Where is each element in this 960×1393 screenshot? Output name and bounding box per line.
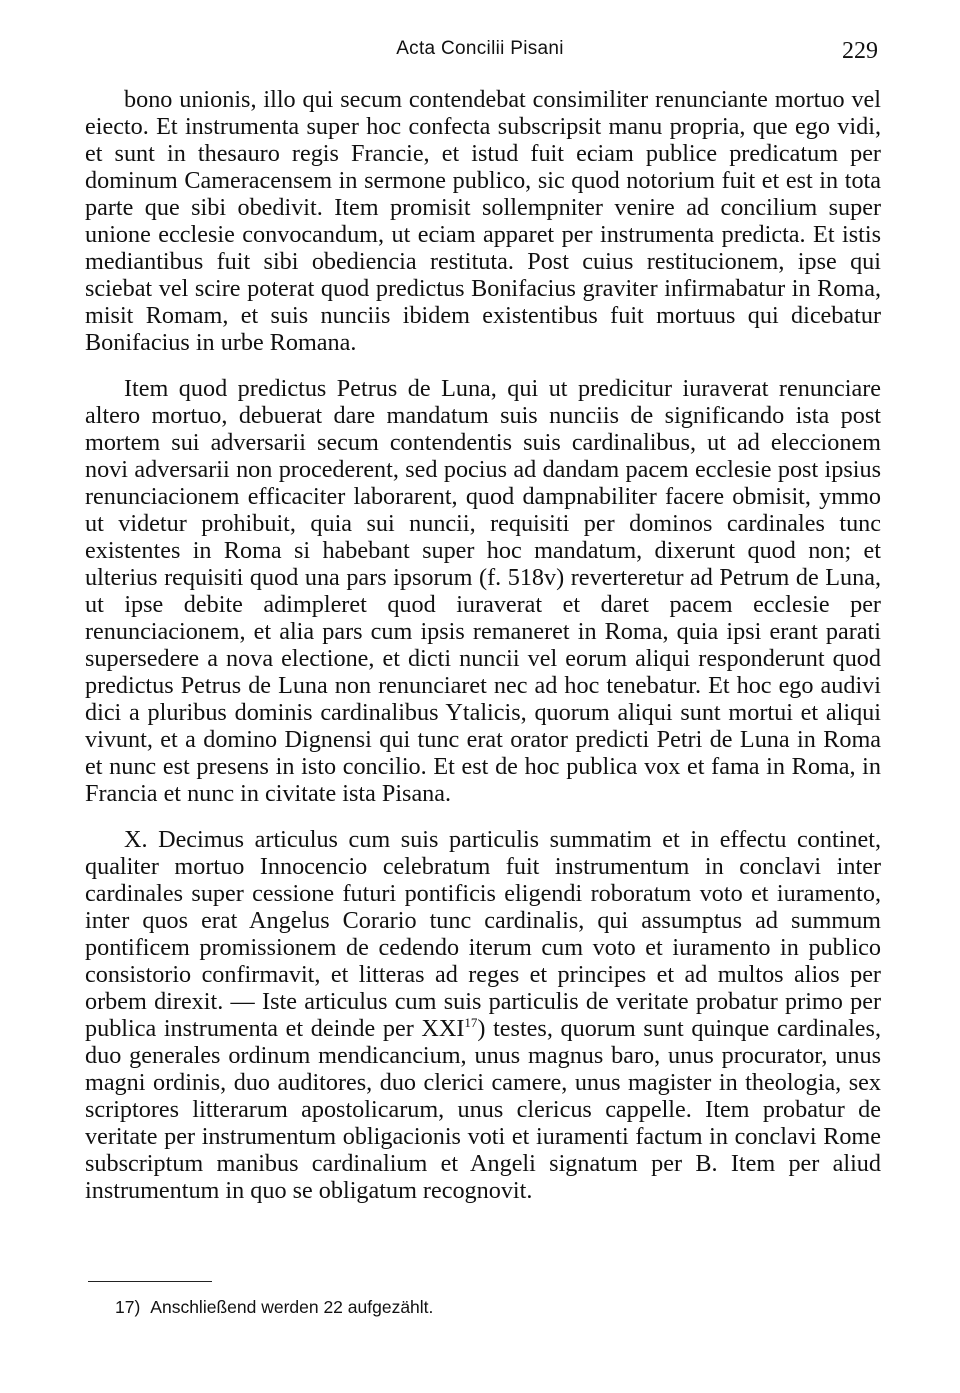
paragraph-3-continuation: Item probatur de veritate per instrumentum obligacionis voti et iuramenti factum in conclavi Rome subscriptum manibus cardinalium et Angeli signatum per B. Item per aliud instrumentum in quo se obligatum recognovit.	[85, 1096, 881, 1204]
paragraph-2: Item quod predictus Petrus de Luna, qui ut predicitur iuraverat renunciare altero mortuo, debuerat dare mandatum suis nunciis de significando ista post mortem sui adversarii secum contendentis suis cardinalibus, ut ad eleccionem novi adversarii non procederent, sed pocius ad dandam pacem ecclesie post ipsius renunciacionem efficaciter laborarent, quod dampnabiliter facere obmisit, ymmo ut videtur prohibuit, quia sui nuncii, requisiti per dominos cardinales tunc existentes in Roma si habebant super hoc mandatum, dixerunt quod non; et ulterius requisiti quod una pars ipsorum (f. 518v) reverteretur ad Petrum de Luna, ut ipse debite adimpleret quod iuraverat et daret pacem ecclesie per renunciacionem, et alia pars cum ipsis remaneret in Roma, quia ipsi erant parati supersedere a nova electione, et dicti nuncii vel eorum aliqui responderunt quod predictus Petrus de Luna non renunciaret nec ad hoc tenebatur. Et hoc ego audivi dici a pluribus dominis cardinalibus Ytalicis, quorum aliqui sunt mortui et aliqui vivunt, et a domino Dignensi qui tunc erat orator predicti Petri de Luna in Roma et nunc est presens in isto concilio. Et est de hoc publica vox et fama in Roma, in Francia et nunc in civitate ista Pisana.	[85, 375, 881, 807]
paragraph-3-tail: ) testes, quorum sunt quinque cardinales, duo generales ordinum mendicancium, unus magnus baro, unus procurator, unus magni ordinis, duo auditores, duo clerici camere, unus magister in theologia, sex scriptores litterarum apostolicarum, unus clericus cappelle.	[85, 1015, 881, 1123]
page-number: 229	[842, 38, 878, 64]
footnote-reference: 17	[464, 1014, 478, 1030]
footnote-text: Anschließend werden 22 aufgezählt.	[150, 1297, 434, 1317]
footnote-divider	[88, 1281, 212, 1282]
paragraph-3	[85, 826, 881, 1204]
footnote	[115, 1297, 433, 1318]
paragraph-3-text: X. Decimus articulus cum suis particulis summatim et in effectu continet, qualiter mortuo Innocencio celebratum fuit instrumentum in conclavi inter cardinales super cessione futuri pontificis eligendi roboratum voto et iuramento, inter quos erat Angelus Corario tunc cardinalis, qui assumptus ad summum pontificem promissionem de cedendo iterum cum voto et iuramento in publico consistorio confirmavit, et litteras ad reges et principes et ad multos alios per orbem direxit. — Iste articulus cum suis particulis de veritate probatur primo per publica instrumenta et deinde per XXI	[85, 826, 881, 1042]
paragraph-1: bono unionis, illo qui secum contendebat consimiliter renunciante mortuo vel eiecto. Et instrumenta super hoc confecta subscripsit manu propria, que ego vidi, et sunt in thesauro regis Francie, et istud fuit eciam publice predicatum per dominum Cameracensem in sermone publico, sic quod notorium fuit et est in tota parte que sibi obedivit. Item promisit sollempniter venire ad concilium super unione ecclesie convocandum, ut eciam apparet per instrumenta predicta. Et istis mediantibus fuit sibi obediencia restituta. Post cuius restitucionem, ipse qui sciebat vel scire poterat quod predictus Bonifacius graviter infirmabatur in Roma, misit Romam, et suis nunciis ibidem existentibus fuit mortuus qui dicebatur Bonifacius in urbe Romana.	[85, 86, 881, 356]
main-text	[85, 86, 881, 1204]
footnote-number: 17)	[115, 1297, 141, 1317]
running-title: Acta Concilii Pisani	[396, 38, 564, 59]
